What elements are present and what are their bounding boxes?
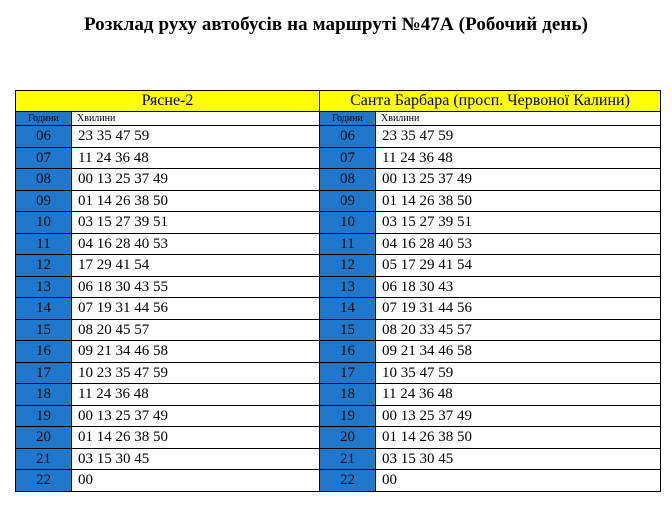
hour-cell: 20 [320, 427, 376, 449]
minutes-cell: 00 [376, 470, 661, 492]
schedule-row [320, 212, 661, 234]
minutes-cell: 00 13 25 37 49 [376, 405, 661, 427]
hour-cell: 16 [320, 341, 376, 363]
schedule-row [16, 212, 320, 234]
column-header-row [320, 112, 661, 126]
direction-name: Санта Барбара (просп. Червоної Калини) [320, 91, 661, 112]
schedule-row [16, 233, 320, 255]
minutes-cell: 04 16 28 40 53 [72, 233, 320, 255]
hour-cell: 17 [320, 362, 376, 384]
minutes-cell: 00 [72, 470, 320, 492]
schedule-row [320, 190, 661, 212]
minutes-cell: 01 14 26 38 50 [72, 190, 320, 212]
schedule-tables [15, 90, 660, 498]
schedule-row [16, 169, 320, 191]
schedule-row [16, 448, 320, 470]
hour-cell: 21 [320, 448, 376, 470]
minutes-cell: 05 17 29 41 54 [376, 255, 661, 277]
hour-cell: 13 [16, 276, 72, 298]
minutes-cell: 01 14 26 38 50 [376, 427, 661, 449]
hour-cell: 19 [16, 405, 72, 427]
hour-cell: 08 [320, 169, 376, 191]
minutes-cell: 11 24 36 48 [376, 147, 661, 169]
minutes-cell: 01 14 26 38 50 [72, 427, 320, 449]
minutes-cell: 01 14 26 38 50 [376, 190, 661, 212]
schedule-row [320, 448, 661, 470]
direction-header-row [320, 91, 661, 112]
hour-cell: 11 [320, 233, 376, 255]
schedule-row [16, 126, 320, 148]
minutes-cell: 03 15 30 45 [376, 448, 661, 470]
hour-cell: 08 [16, 169, 72, 191]
hour-cell: 16 [16, 341, 72, 363]
schedule-row [320, 405, 661, 427]
minutes-column-header: Хвилини [376, 112, 661, 126]
schedule-row [16, 405, 320, 427]
hour-cell: 18 [320, 384, 376, 406]
direction-name: Рясне-2 [16, 91, 320, 112]
schedule-row [16, 255, 320, 277]
minutes-cell: 10 23 35 47 59 [72, 362, 320, 384]
schedule-table-santa-barbara [319, 90, 661, 492]
minutes-cell: 11 24 36 48 [376, 384, 661, 406]
minutes-cell: 17 29 41 54 [72, 255, 320, 277]
hour-cell: 17 [16, 362, 72, 384]
schedule-table-ryasne [15, 90, 320, 492]
hour-cell: 09 [320, 190, 376, 212]
minutes-column-header: Хвилини [72, 112, 320, 126]
schedule-row [320, 169, 661, 191]
minutes-cell: 08 20 33 45 57 [376, 319, 661, 341]
hour-cell: 22 [320, 470, 376, 492]
schedule-row [16, 147, 320, 169]
schedule-row [320, 341, 661, 363]
hour-cell: 10 [320, 212, 376, 234]
minutes-cell: 11 24 36 48 [72, 147, 320, 169]
hour-cell: 12 [16, 255, 72, 277]
hour-cell: 06 [320, 126, 376, 148]
minutes-cell: 23 35 47 59 [376, 126, 661, 148]
hour-cell: 14 [16, 298, 72, 320]
hour-cell: 11 [16, 233, 72, 255]
minutes-cell: 09 21 34 46 58 [72, 341, 320, 363]
hour-cell: 13 [320, 276, 376, 298]
schedule-row [320, 362, 661, 384]
minutes-cell: 07 19 31 44 56 [72, 298, 320, 320]
schedule-row [320, 147, 661, 169]
schedule-row [320, 276, 661, 298]
hour-cell: 15 [320, 319, 376, 341]
schedule-row [16, 276, 320, 298]
schedule-row [320, 255, 661, 277]
schedule-row [16, 341, 320, 363]
minutes-cell: 06 18 30 43 55 [72, 276, 320, 298]
minutes-cell: 03 15 27 39 51 [376, 212, 661, 234]
schedule-row [16, 190, 320, 212]
minutes-cell: 03 15 30 45 [72, 448, 320, 470]
hour-cell: 14 [320, 298, 376, 320]
hour-cell: 10 [16, 212, 72, 234]
minutes-cell: 10 35 47 59 [376, 362, 661, 384]
schedule-row [320, 470, 661, 492]
minutes-cell: 00 13 25 37 49 [376, 169, 661, 191]
schedule-row [320, 427, 661, 449]
minutes-cell: 07 19 31 44 56 [376, 298, 661, 320]
hour-cell: 21 [16, 448, 72, 470]
minutes-cell: 06 18 30 43 [376, 276, 661, 298]
hour-cell: 20 [16, 427, 72, 449]
schedule-row [320, 384, 661, 406]
minutes-cell: 11 24 36 48 [72, 384, 320, 406]
schedule-row [320, 126, 661, 148]
schedule-row [16, 384, 320, 406]
minutes-cell: 03 15 27 39 51 [72, 212, 320, 234]
schedule-row [16, 319, 320, 341]
minutes-cell: 00 13 25 37 49 [72, 405, 320, 427]
hour-cell: 15 [16, 319, 72, 341]
minutes-cell: 04 16 28 40 53 [376, 233, 661, 255]
hour-cell: 22 [16, 470, 72, 492]
schedule-row [320, 298, 661, 320]
column-header-row [16, 112, 320, 126]
hour-cell: 09 [16, 190, 72, 212]
schedule-row [16, 427, 320, 449]
hour-cell: 06 [16, 126, 72, 148]
schedule-row [320, 233, 661, 255]
minutes-cell: 00 13 25 37 49 [72, 169, 320, 191]
hour-cell: 18 [16, 384, 72, 406]
direction-header-row [16, 91, 320, 112]
hour-cell: 12 [320, 255, 376, 277]
schedule-row [320, 319, 661, 341]
hour-cell: 07 [320, 147, 376, 169]
schedule-row [16, 362, 320, 384]
page-title: Розклад руху автобусів на маршруті №47А (Робочий день) [83, 14, 589, 35]
hour-cell: 19 [320, 405, 376, 427]
minutes-cell: 23 35 47 59 [72, 126, 320, 148]
schedule-row [16, 298, 320, 320]
minutes-cell: 08 20 45 57 [72, 319, 320, 341]
hour-cell: 07 [16, 147, 72, 169]
minutes-cell: 09 21 34 46 58 [376, 341, 661, 363]
schedule-row [16, 470, 320, 492]
hours-column-header: Години [320, 112, 376, 126]
hours-column-header: Години [16, 112, 72, 126]
